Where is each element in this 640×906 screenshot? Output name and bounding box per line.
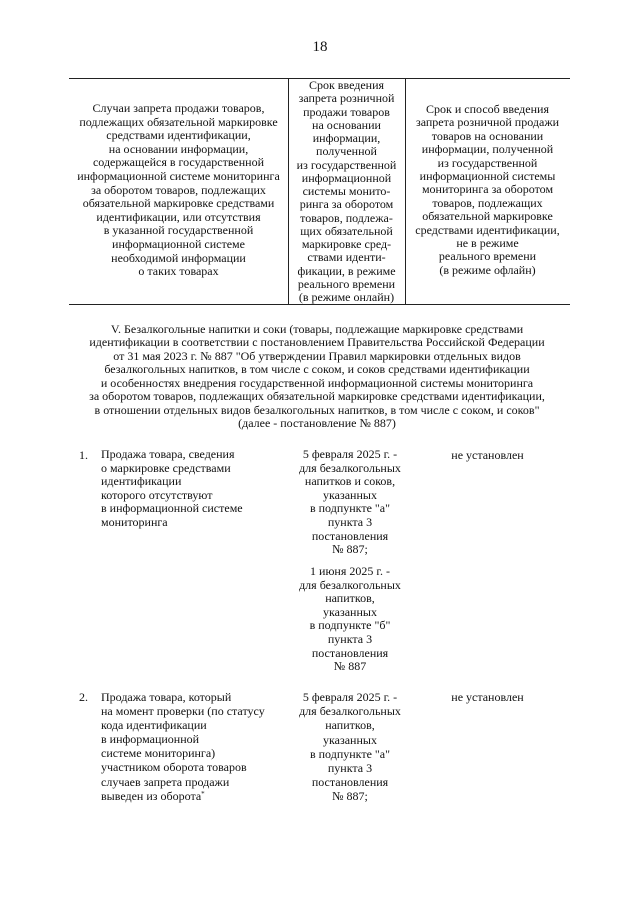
page-number: 18	[312, 39, 328, 55]
row-online-term: 1 июня 2025 г. - для безалкогольных напитков, указанных в подпункте "б" пункта 3 постановления № 887	[299, 564, 401, 674]
row-number: 1.	[79, 448, 88, 462]
row-offline-term: не установлен	[451, 690, 524, 704]
footnote-mark: *	[201, 789, 205, 798]
row-online-term: 5 февраля 2025 г. - для безалкогольных напитков и соков, указанных в подпункте "а" пункта 3 постановления № 887;	[299, 447, 401, 557]
row-case-text: Продажа товара, сведения о маркировке средствами идентификации которого отсутствуют в информационной системе мониторинга	[101, 447, 243, 529]
header-online-term-column: Срок введения запрета розничной продажи товаров на основании информации, полученной из государственной информационной системы монито- ринга за оборотом товаров, подлежа- щих обязательной маркировке сред- ствами иденти- фикации, в режиме реального времени (в режиме онлайн)	[296, 78, 397, 304]
header-offline-term-column: Срок и способ введения запрета розничной продажи товаров на основании информации, полученной из государственной информационной системы мониторинга за оборотом товаров, подлежащих обязательной маркировке средствами идентификации, не в режиме реального времени (в режиме офлайн)	[415, 102, 560, 277]
row-online-term: 5 февраля 2025 г. - для безалкогольных напитков, указанных в подпункте "а" пункта 3 постановления № 887;	[299, 690, 401, 804]
row-case-text: Продажа товара, который на момент проверки (по статусу кода идентификации в информационной системе мониторинга) участником оборота товаров случаев запрета продажи выведен из оборота	[101, 690, 265, 803]
section-heading: V. Безалкогольные напитки и соки (товары, подлежащие маркировке средствами идентификации в соответствии с постановлением Правительства Российской Федерации от 31 мая 2023 г. № 887 "Об утверждении Правил маркировки отдельных видов безалкогольных напитков, в том числе с соком, и соков средствами идентификации и особенностях внедрения государственной информационной системы мониторинга за оборотом товаров, подлежащих обязательной маркировке средствами идентификации, в отношении отдельных видов безалкогольных напитков, в том числе с соком, и соков" (далее - постановление № 887)	[89, 322, 545, 431]
row-offline-term: не установлен	[451, 448, 524, 462]
header-cases-column: Случаи запрета продажи товаров, подлежащих обязательной маркировке средствами идентификации, на основании информации, содержащейся в государственной информационной системе мониторинга за оборотом товаров, подлежащих обязательной маркировке средствами идентификации, или отсутствия в указанной государственной информационной системе необходимой информации о таких товарах	[77, 101, 280, 279]
row-number: 2.	[79, 690, 88, 704]
row-case-cell	[101, 690, 265, 803]
